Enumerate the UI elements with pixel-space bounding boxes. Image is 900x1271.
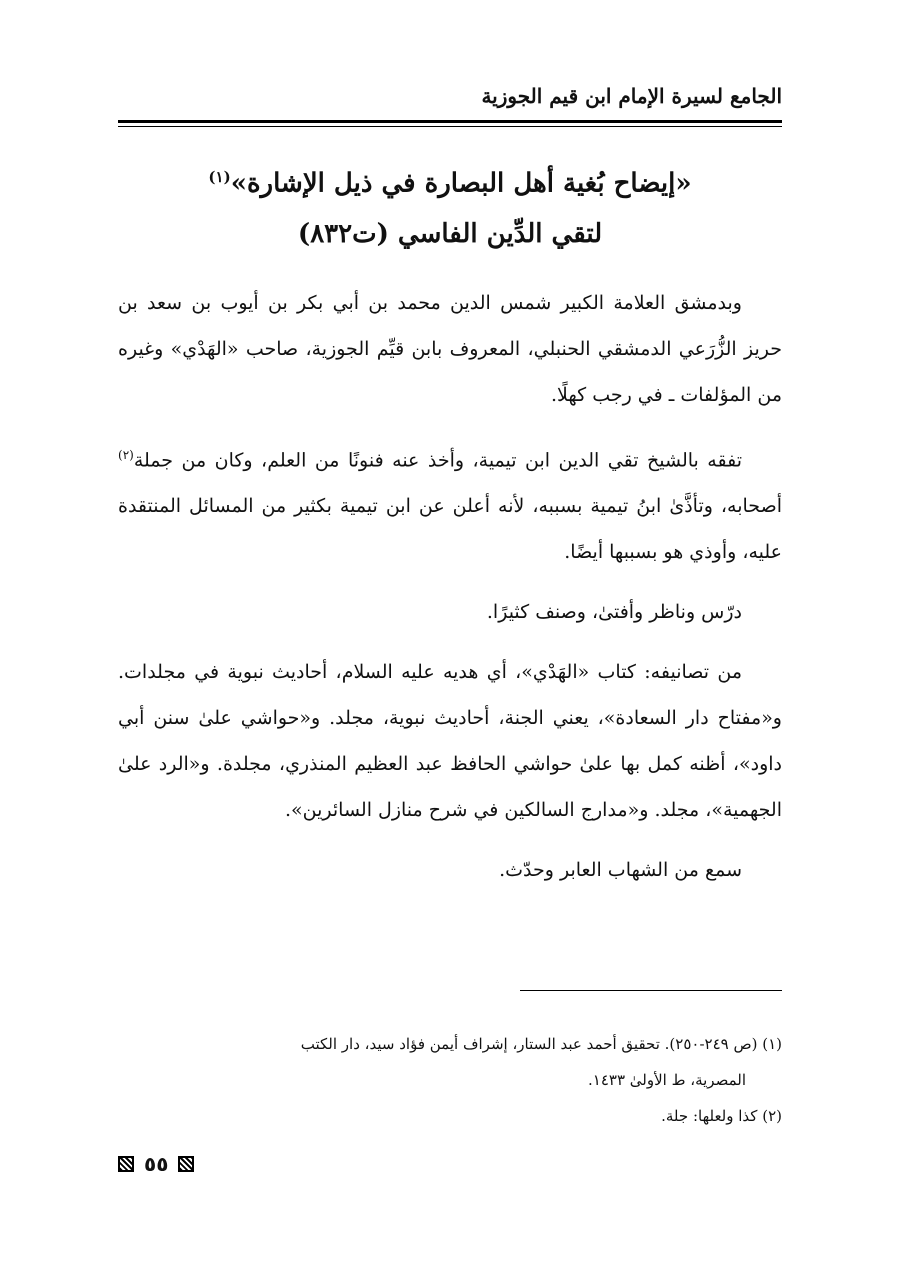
page-number: ٥٥ bbox=[144, 1152, 169, 1176]
body-text bbox=[118, 280, 782, 907]
paragraph-2-footnote-marker: (٢) bbox=[118, 448, 134, 462]
page-folio bbox=[118, 1152, 194, 1176]
paragraph-5: سمع من الشهاب العابر وحدّث. bbox=[499, 859, 742, 882]
title-line-2: لتقي الدِّين الفاسي (ت٨٣٢) bbox=[297, 218, 603, 249]
ornament-icon bbox=[118, 1156, 134, 1172]
footnote-1: (١) (ص ٢٤٩-٢٥٠). تحقيق أحمد عبد الستار، إشراف أيمن فؤاد سيد، دار الكتب bbox=[300, 1035, 782, 1053]
ornament-icon bbox=[178, 1156, 194, 1172]
footnote-separator bbox=[520, 990, 782, 991]
footnote-2: (٢) كذا ولعلها: جلة. bbox=[661, 1107, 782, 1125]
section-title bbox=[118, 152, 782, 259]
paragraph-4: من تصانيفه: كتاب «الهَدْي»، أي هديه عليه السلام، أحاديث نبوية في مجلدات. و«مفتاح دار السعادة»، يعني الجنة، أحاديث نبوية، مجلد. و«حواشي علىٰ سنن أبي داود»، أظنه كمل بها علىٰ حواشي الحافظ عبد العظيم المنذري، مجلدة. و«الرد علىٰ الجهمية»، مجلد. و«مدارج السالكين في شرح منازل السائرين». bbox=[118, 661, 782, 822]
paragraph-3: درّس وناظر وأفتىٰ، وصنف كثيرًا. bbox=[486, 601, 742, 624]
paragraph-2-part-a: تفقه بالشيخ تقي الدين ابن تيمية، وأخذ عنه فنونًا من العلم، وكان من جملة bbox=[133, 449, 743, 472]
paragraph-2-part-b: أصحابه، وتأذَّىٰ ابنُ تيمية بسببه، لأنه أعلن عن ابن تيمية بكثير من المسائل المنتقدة عليه، وأوذي هو بسببها أيضًا. bbox=[118, 495, 782, 564]
paragraph-1: وبدمشق العلامة الكبير شمس الدين محمد بن أبي بكر بن أيوب بن سعد بن حريز الزُّرَعي الدمشقي الحنبلي، المعروف بابن قيِّم الجوزية، صاحب «الهَدْي» وغيره من المؤلفات ـ في رجب كهلًا. bbox=[118, 292, 782, 406]
running-header: الجامع لسيرة الإمام ابن قيم الجوزية bbox=[481, 84, 782, 108]
title-line-1 bbox=[118, 152, 782, 209]
header-rule-thick bbox=[118, 120, 782, 123]
footnotes bbox=[118, 1026, 782, 1134]
footnote-1-continued: المصرية، ط الأولىٰ ١٤٣٣. bbox=[588, 1071, 746, 1089]
header-rule-thin bbox=[118, 126, 782, 127]
title-text: «إيضاح بُغية أهل البصارة في ذيل الإشارة» bbox=[230, 168, 692, 199]
paragraph-2 bbox=[118, 432, 782, 575]
title-footnote-marker: (١) bbox=[208, 168, 231, 186]
